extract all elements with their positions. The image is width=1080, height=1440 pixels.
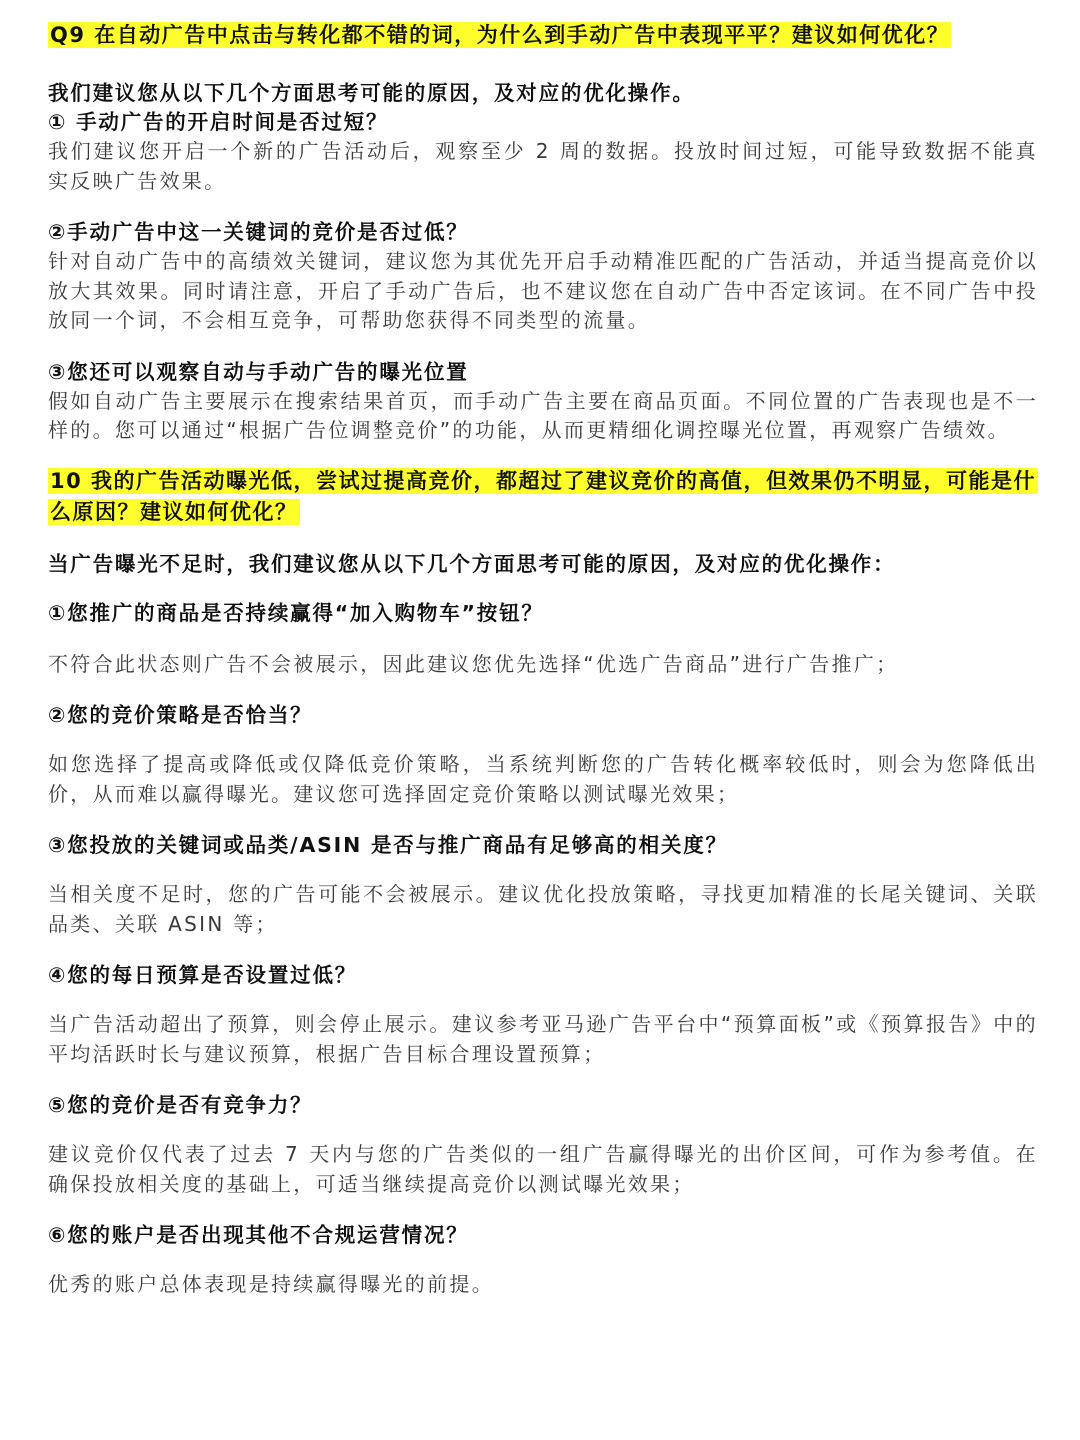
q9-item-3-body: 假如自动广告主要展示在搜索结果首页，而手动广告主要在商品页面。不同位置的广告表现也是不一样的。您可以通过“根据广告位调整竞价”的功能，从而更精细化调控曝光位置，再观察广告绩效。 <box>48 388 1038 442</box>
q10-item-1-body: 不符合此状态则广告不会被展示，因此建议您优先选择“优选广告商品”进行广告推广； <box>48 651 899 676</box>
q10-item-2-body: 如您选择了提高或降低或仅降低竞价策略，当系统判断您的广告转化概率较低时，则会为您降低出价，从而难以赢得曝光。建议您可选择固定竞价策略以测试曝光效果； <box>48 752 1038 806</box>
q10-item-4-body: 当广告活动超出了预算，则会停止展示。建议参考亚马逊广告平台中“预算面板”或《预算报告》中的平均活跃时长与建议预算，根据广告目标合理设置预算； <box>48 1012 1038 1066</box>
q10-item-6-heading: ⑥您的账户是否出现其他不合规运营情况？ <box>48 1223 469 1247</box>
q10-item-5-heading: ⑤您的竞价是否有竞争力？ <box>48 1093 313 1117</box>
q10-item-2-heading: ②您的竞价策略是否恰当？ <box>48 703 313 727</box>
q9-item-3-heading: ③您还可以观察自动与手动广告的曝光位置 <box>48 359 469 384</box>
q10-item-6-body: 优秀的账户总体表现是持续赢得曝光的前提。 <box>48 1272 494 1296</box>
q10-title: 10 我的广告活动曝光低，尝试过提高竞价，都超过了建议竞价的高值，但效果仍不明显，可能是什么原因？建议如何优化？ <box>50 468 1037 524</box>
q10-item-3-heading: ③您投放的关键词或品类/ASIN 是否与推广商品有足够高的相关度？ <box>48 833 728 857</box>
q10-item-4-heading: ④您的每日预算是否设置过低？ <box>48 963 358 987</box>
q10-intro: 当广告曝光不足时，我们建议您从以下几个方面思考可能的原因，及对应的优化操作： <box>48 551 896 576</box>
q9-item-1-heading: ① 手动广告的开启时间是否过短？ <box>48 110 389 134</box>
q10-item-1-heading: ①您推广的商品是否持续赢得“加入购物车”按钮？ <box>48 600 544 625</box>
q9-intro: 我们建议您从以下几个方面思考可能的原因，及对应的优化操作。 <box>48 81 695 105</box>
q9-title: Q9 在自动广告中点击与转化都不错的词，为什么到手动广告中表现平平？建议如何优化？ <box>50 23 950 47</box>
document-page <box>48 18 1038 1300</box>
q10-item-3-body: 当相关度不足时，您的广告可能不会被展示。建议优化投放策略，寻找更加精准的长尾关键词、关联品类、关联 ASIN 等； <box>48 882 1038 936</box>
q9-item-2-body: 针对自动广告中的高绩效关键词，建议您为其优先开启手动精准匹配的广告活动，并适当提高竞价以放大其效果。同时请注意，开启了手动广告后，也不建议您在自动广告中否定该词。在不同广告中投放同一个词，不会相互竞争，可帮助您获得不同类型的流量。 <box>48 249 1038 332</box>
q9-item-2-heading: ②手动广告中这一关键词的竞价是否过低？ <box>48 220 469 244</box>
q10-item-5-body: 建议竞价仅代表了过去 7 天内与您的广告类似的一组广告赢得曝光的出价区间，可作为参考值。在确保投放相关度的基础上，可适当继续提高竞价以测试曝光效果； <box>48 1142 1038 1196</box>
q9-item-1-body: 我们建议您开启一个新的广告活动后，观察至少 2 周的数据。投放时间过短，可能导致数据不能真实反映广告效果。 <box>48 139 1038 193</box>
